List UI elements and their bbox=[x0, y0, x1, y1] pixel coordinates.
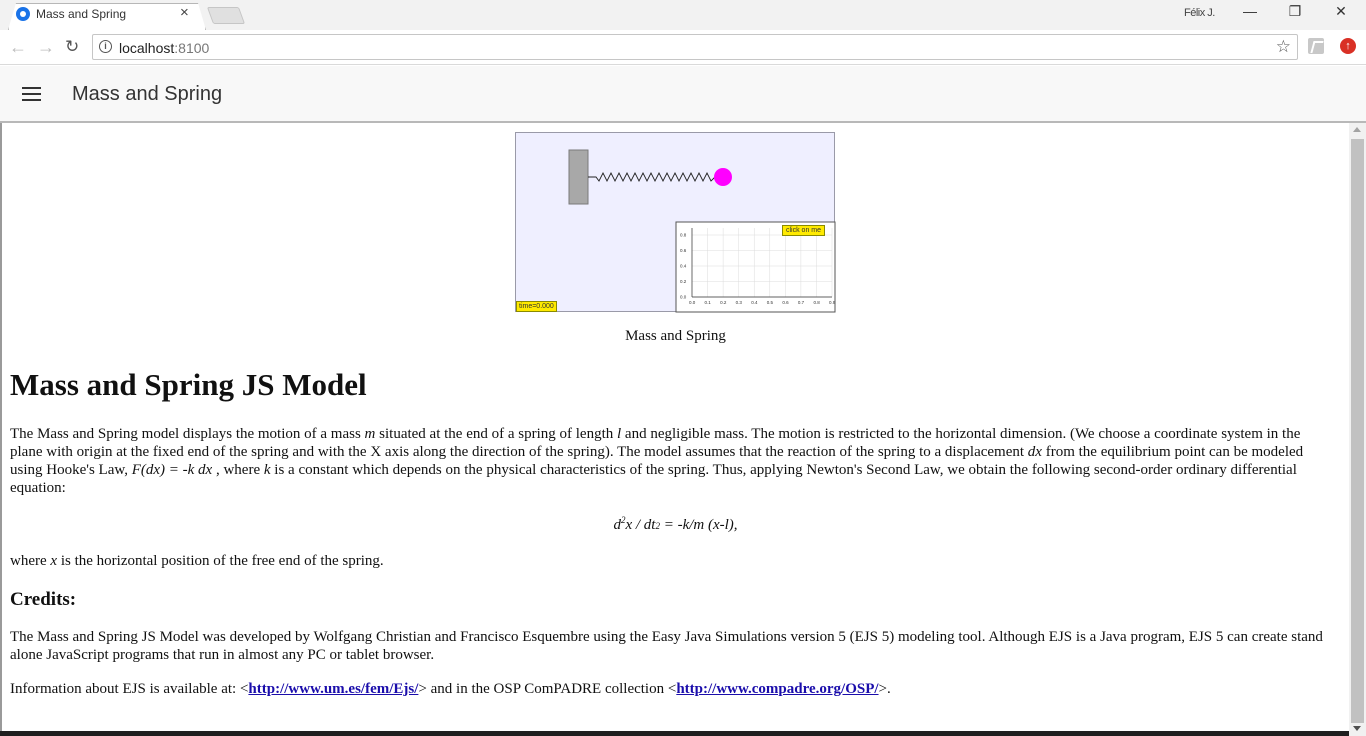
plot-xtick-label: 0.4 bbox=[751, 300, 758, 305]
taskbar-edge bbox=[0, 731, 1349, 736]
plot-ytick-label: 0.2 bbox=[680, 279, 687, 284]
plot-xtick-label: 0.8 bbox=[813, 300, 820, 305]
simulation-canvas[interactable] bbox=[516, 133, 836, 313]
update-extension-icon[interactable]: ↑ bbox=[1340, 38, 1356, 54]
scroll-up-arrow-icon[interactable] bbox=[1353, 127, 1361, 132]
plot-ytick-label: 0.8 bbox=[680, 232, 687, 238]
plot-ytick-label: 0.6 bbox=[680, 248, 687, 253]
tab-title[interactable]: Mass and Spring bbox=[36, 7, 127, 21]
mass-ball[interactable] bbox=[714, 168, 732, 186]
compadre-link[interactable]: http://www.compadre.org/OSP/ bbox=[676, 681, 879, 697]
browser-tabstrip bbox=[0, 0, 1366, 30]
credits-paragraph: The Mass and Spring JS Model was developed by Wolfgang Christian and Francisco Esquembre using the Easy Java Simulations version 5 (EJS 5) modeling tool. Although EJS is a Java program, EJS 5 can create stand alone JavaScript programs that run in almost any PC or tablet browser. bbox=[10, 629, 1323, 663]
bookmark-star-icon[interactable]: ☆ bbox=[1275, 37, 1291, 56]
plot-xtick-label: 0.6 bbox=[782, 300, 789, 305]
scroll-thumb[interactable] bbox=[1351, 139, 1364, 723]
scroll-down-arrow-icon[interactable] bbox=[1353, 726, 1361, 731]
simulation-caption: Mass and Spring bbox=[625, 328, 726, 344]
plot-xtick-label: 0.0 bbox=[689, 300, 696, 305]
restore-button[interactable]: ❐ bbox=[1288, 3, 1302, 19]
back-arrow-icon[interactable]: ← bbox=[9, 37, 27, 57]
differential-equation: $d^2x / dt2 = -k/m$ (x-l), bbox=[613, 515, 738, 533]
hamburger-menu-icon[interactable] bbox=[22, 87, 41, 101]
where-paragraph: where x is the horizontal position of the free end of the spring. bbox=[10, 553, 384, 569]
close-window-button[interactable]: ✕ bbox=[1335, 3, 1347, 19]
minimize-button[interactable]: — bbox=[1243, 3, 1257, 19]
new-tab-button[interactable] bbox=[207, 7, 245, 24]
forward-arrow-icon[interactable]: → bbox=[37, 37, 55, 57]
vertical-scrollbar[interactable] bbox=[1349, 123, 1366, 736]
credits-heading: Credits: bbox=[10, 589, 77, 610]
tab-close-icon[interactable]: × bbox=[180, 4, 189, 21]
plot-xtick-label: 0.5 bbox=[766, 300, 774, 305]
address-bar[interactable] bbox=[92, 34, 1298, 60]
click-on-me-button[interactable]: click on me bbox=[782, 225, 825, 236]
spring bbox=[588, 173, 723, 181]
plot-xtick-label: 0.7 bbox=[797, 300, 805, 305]
tab-favicon-icon bbox=[16, 7, 30, 21]
plot-ytick-label: 0.0 bbox=[680, 294, 687, 300]
url-text[interactable]: localhost:8100 bbox=[119, 40, 210, 56]
wall-block bbox=[569, 150, 588, 204]
ejs-link[interactable]: http://www.um.es/fem/Ejs/ bbox=[248, 681, 419, 697]
plot-ytick-label: 0.4 bbox=[680, 263, 687, 269]
description-paragraph: The Mass and Spring model displays the motion of a mass m situated at the end of a spring of length l and negligible mass. The motion is restricted to the horizontal dimension. (We choose a coordinate system in the plane with origin at the fixed end of the spring and with the X axis along the direction of the spring). The model assumes that the reaction of the spring to a displacement dx from the equilibrium point can be modeled using Hooke's Law, F(dx) = -k dx , where k is a constant which depends on the physical characteristics of the spring. Thus, applying Newton's Second Law, we obtain the following second-order ordinary differential equation: bbox=[10, 426, 1304, 496]
plot-xtick-label: 0.2 bbox=[720, 300, 727, 305]
pdf-extension-icon[interactable] bbox=[1308, 38, 1324, 54]
page-heading: Mass and Spring JS Model bbox=[10, 367, 367, 402]
reload-icon[interactable]: ↻ bbox=[65, 37, 80, 56]
plot-xtick-label: 0.1 bbox=[704, 300, 711, 305]
plot-xtick-label: 0.3 bbox=[735, 300, 742, 305]
browser-toolbar bbox=[0, 30, 1366, 65]
app-header bbox=[0, 66, 1366, 123]
time-readout: time=0.000 bbox=[516, 301, 557, 312]
info-icon[interactable]: i bbox=[99, 40, 112, 53]
plot-xtick-label: 0.9 bbox=[829, 300, 836, 305]
app-title: Mass and Spring bbox=[72, 83, 223, 105]
profile-name[interactable]: Félix J. bbox=[1184, 7, 1215, 19]
simulation-view[interactable] bbox=[515, 132, 835, 312]
content-frame bbox=[0, 123, 1349, 736]
info-paragraph: Information about EJS is available at: <http://www.um.es/fem/Ejs/> and in the OSP ComPADRE collection <http://www.compadre.org/OSP/>. bbox=[10, 681, 891, 697]
